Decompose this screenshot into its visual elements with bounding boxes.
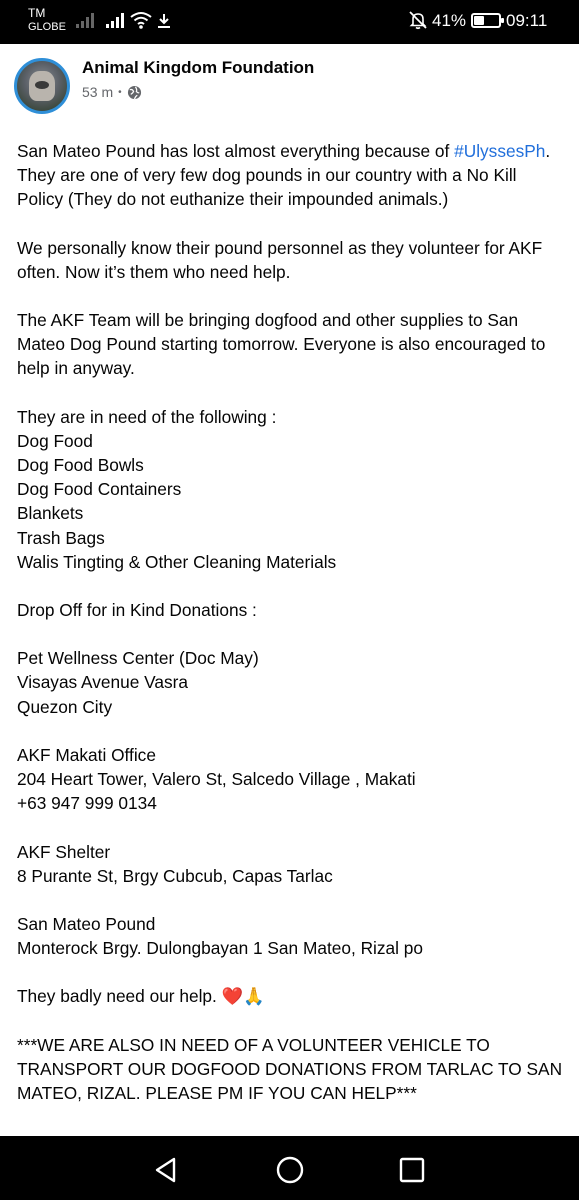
battery-level-fill — [474, 16, 484, 25]
system-navigation-bar — [0, 1136, 579, 1200]
globe-icon — [127, 85, 142, 100]
carrier-line-bottom: GLOBE — [28, 21, 66, 33]
status-clock: 09:11 — [506, 11, 548, 30]
cellular-signal-icon — [76, 12, 96, 28]
dog-avatar-image — [29, 71, 55, 101]
battery-percent: 41% — [432, 11, 467, 30]
post-body-rest: . They are one of very few dog pounds in our country with a No Kill Policy (They do not euthanize their impounded animals.) We personally know their pound personnel as they volunteer for AKF often. Now it’s them who need help. The AKF Team will be bringing dogfood and other supplies to San Mateo Dog Pound starting tomorrow. Everyone is also encouraged to help in anyway. They are in need of the following : Dog Food Dog Food Bowls Dog Food Containers Blankets Trash Bags Walis Tingting & Other Cleaning Materials Drop Off for in Kind Donations : Pet Wellness Center (Doc May) Visayas Avenue Vasra Quezon City AKF Makati Office 204 Heart Tower, Valero St, Salcedo Village , Makati +63 947 999 0134 AKF Shelter 8 Purante St, Brgy Cubcub, Capas Tarlac San Mateo Pound Monterock Brgy. Dulongbayan 1 San Mateo, Rizal po They badly need our help. ❤️🙏 ***WE ARE ALSO IN NEED OF A VOLUNTEER VEHICLE TO TRANSPORT OUR DOGFOOD DONATIONS FROM TARLAC TO SAN MATEO, RIZAL. PLEASE PM IF YOU CAN HELP*** — [17, 141, 563, 1104]
recent-apps-icon[interactable] — [392, 1150, 432, 1190]
carrier-line-top: TM — [28, 6, 46, 20]
page-avatar[interactable] — [14, 58, 70, 114]
hashtag-link[interactable]: #UlyssesPh — [454, 141, 546, 161]
post-body — [17, 139, 565, 1105]
page-name[interactable]: Animal Kingdom Foundation — [82, 58, 315, 77]
battery-charging-icon — [471, 13, 501, 28]
download-icon — [157, 13, 171, 29]
cellular-signal-icon — [106, 12, 126, 28]
status-bar — [0, 0, 579, 44]
notifications-muted-icon — [408, 10, 428, 30]
facebook-post — [0, 44, 579, 1136]
carrier-label — [28, 6, 66, 34]
post-meta — [82, 84, 142, 100]
back-icon[interactable] — [146, 1150, 186, 1190]
post-body-intro: San Mateo Pound has lost almost everything because of — [17, 141, 455, 161]
post-time[interactable]: 53 m — [82, 84, 114, 100]
wifi-icon — [130, 10, 152, 30]
home-icon[interactable] — [270, 1150, 310, 1190]
meta-separator: • — [118, 86, 122, 98]
